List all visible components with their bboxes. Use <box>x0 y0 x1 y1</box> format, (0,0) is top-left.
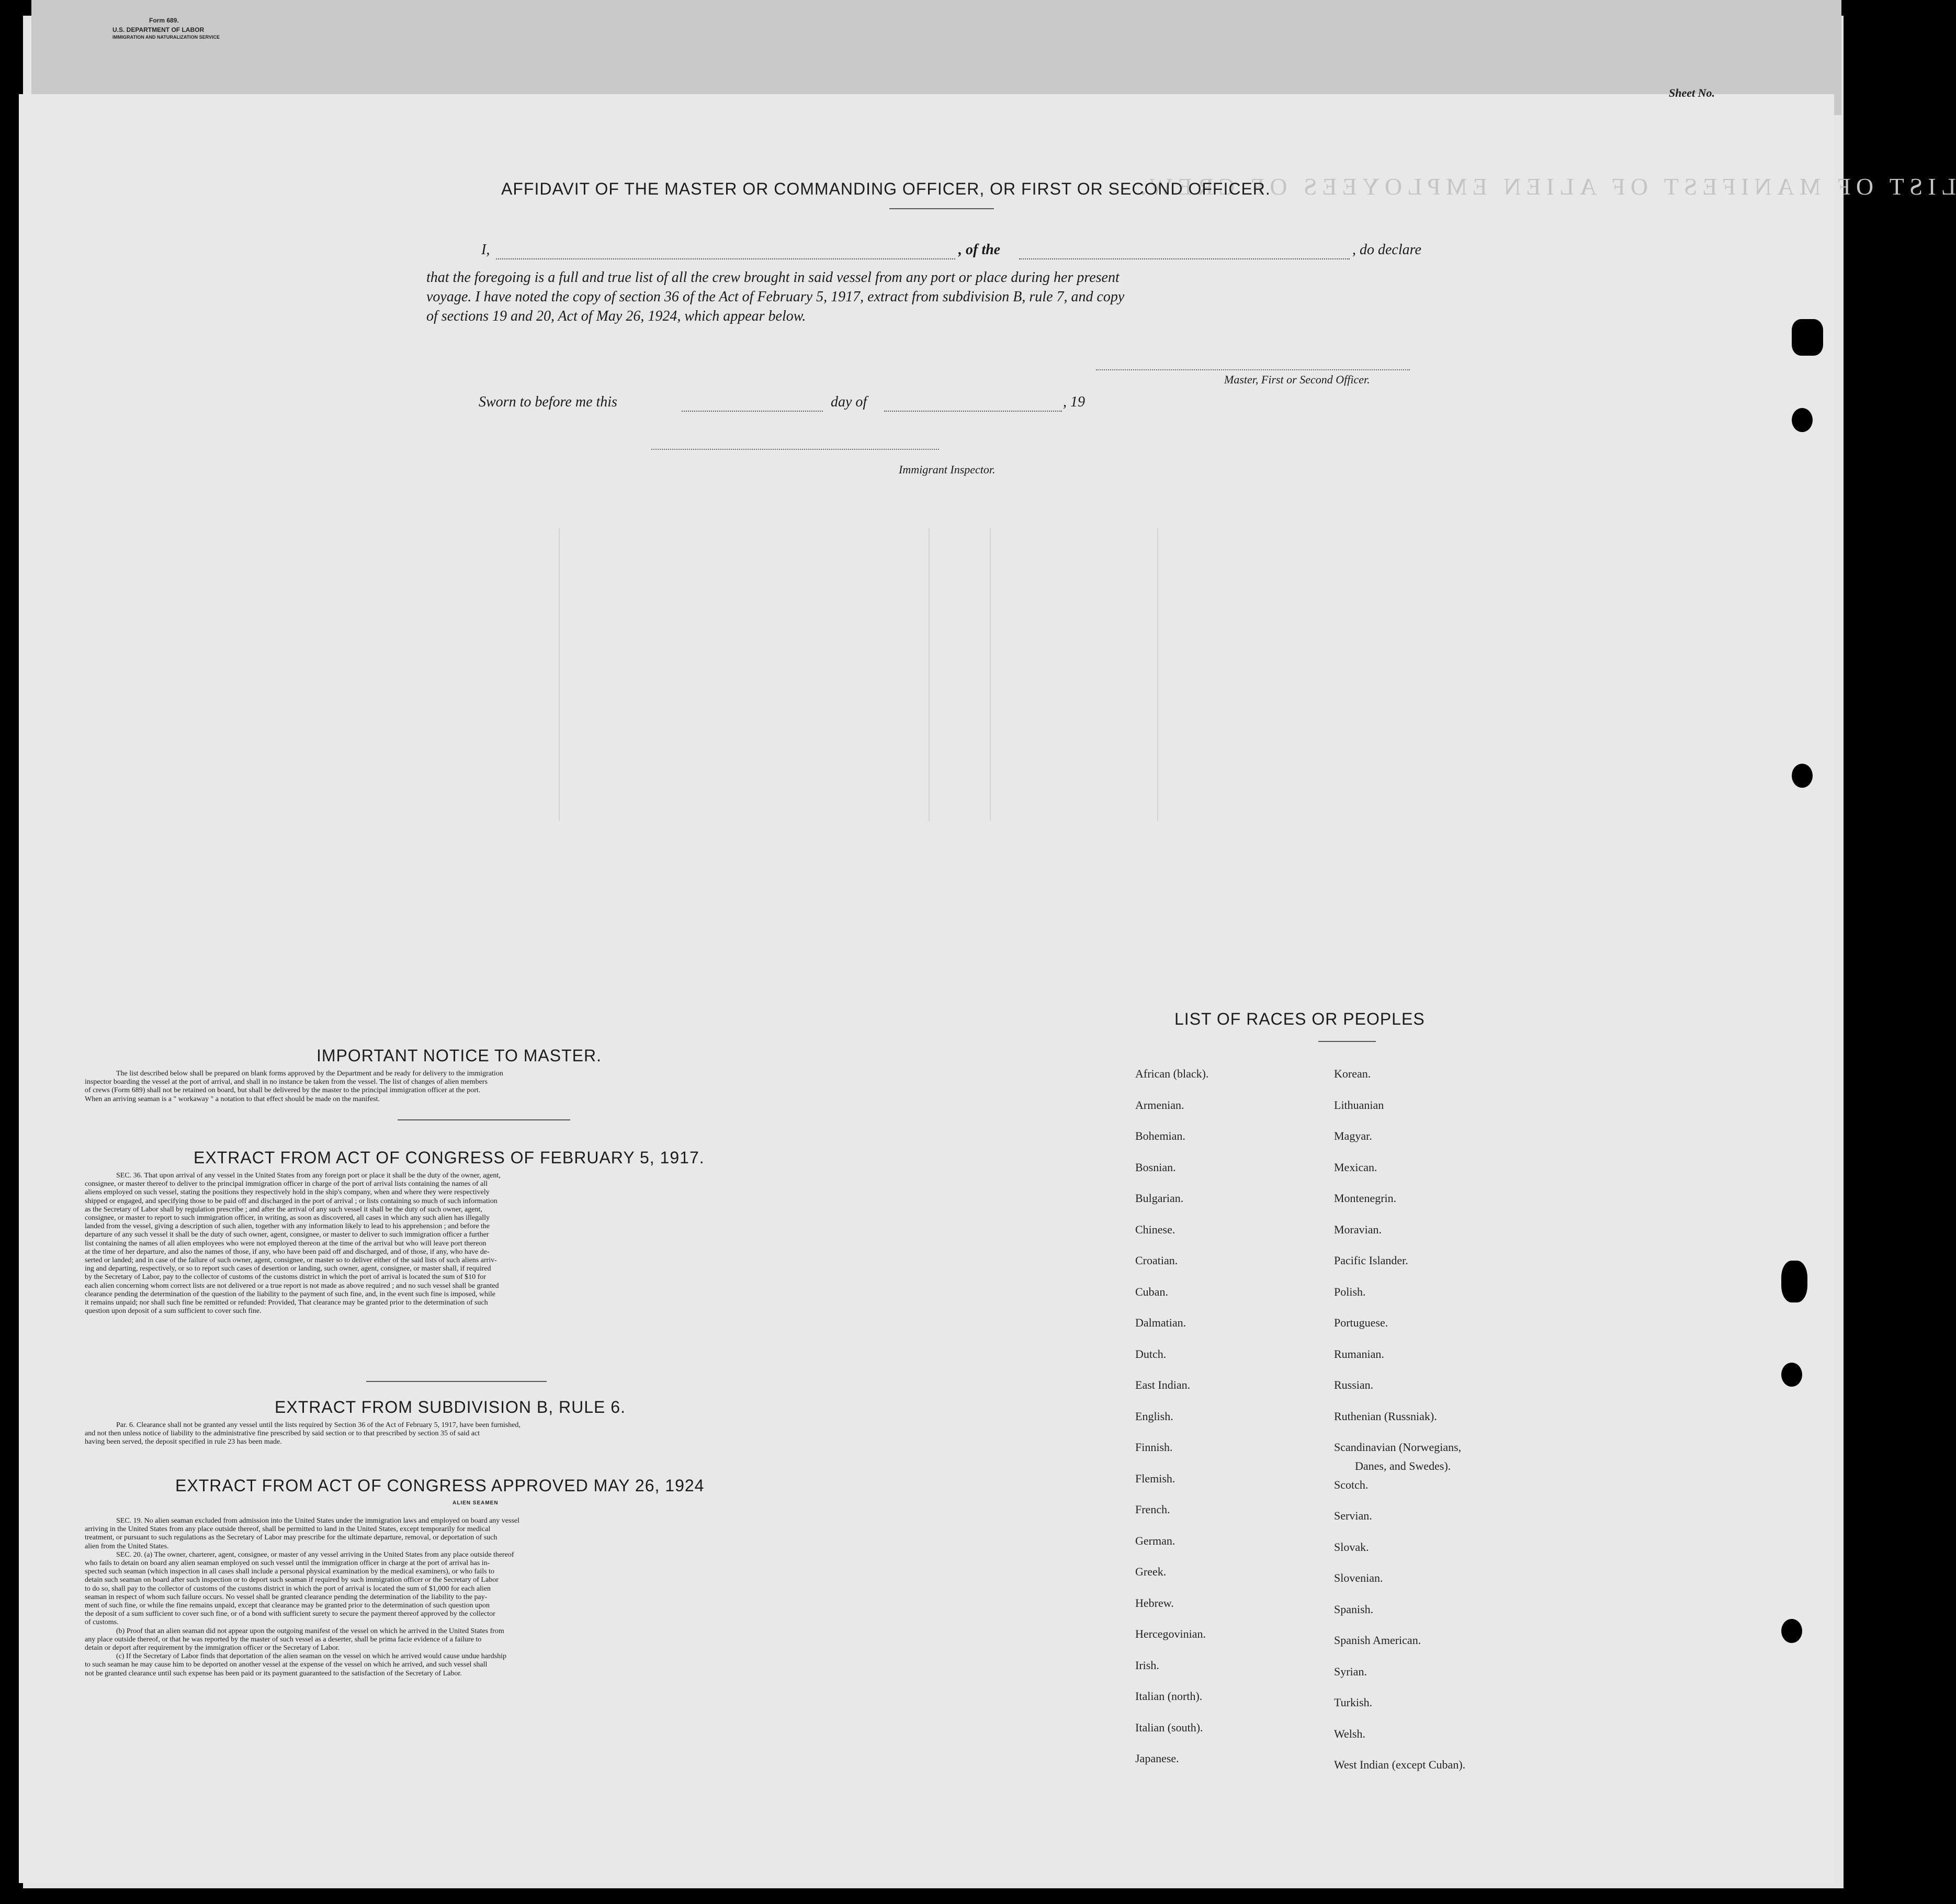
extract-1924-line: spected such seaman (which inspection in all cases shall include a personal physical examination by the medical examiners), or who fails to <box>85 1568 494 1576</box>
race-entry: Spanish. <box>1334 1602 1374 1616</box>
master-signature-line[interactable] <box>1096 369 1410 370</box>
race-entry: German. <box>1135 1534 1175 1547</box>
sworn-month-field[interactable] <box>884 411 1062 412</box>
department-name: U.S. DEPARTMENT OF LABOR <box>112 26 205 33</box>
races-title: LIST OF RACES OR PEOPLES <box>1174 1010 1425 1028</box>
bleed-rule <box>990 528 991 821</box>
race-entry: Slovenian. <box>1334 1571 1383 1584</box>
section-divider <box>398 1119 570 1120</box>
race-entry: Welsh. <box>1334 1727 1365 1740</box>
race-entry: Flemish. <box>1135 1471 1175 1485</box>
race-entry: Croatian. <box>1135 1254 1178 1267</box>
extract-1917-line: ing and departing, respectively, or so to report such cases of desertion or landing, such owner, agent, consignee, or master shall, if required <box>85 1265 491 1273</box>
notice-line: The list described below shall be prepared on blank forms approved by the Department and be ready for delivery to the immigration <box>116 1070 503 1078</box>
race-entry: Lithuanian <box>1334 1098 1384 1112</box>
notice-line: inspector boarding the vessel at the port of arrival, and shall in no instance be taken from the vessel. The list of changes of alien members <box>85 1078 488 1086</box>
inspector-caption: Immigrant Inspector. <box>899 463 996 476</box>
race-entry: East Indian. <box>1135 1378 1191 1391</box>
extract-1924-line: (c) If the Secretary of Labor finds that deportation of the alien seaman on the vessel on which he arrived would cause undue hardship <box>116 1652 507 1661</box>
race-entry: Bulgarian. <box>1135 1192 1184 1205</box>
extract-1917-line: landed from the vessel, giving a description of such alien, together with any information likely to lead to his apprehension ; and before the <box>85 1222 490 1231</box>
extract-1924-title: EXTRACT FROM ACT OF CONGRESS APPROVED MAY 26, 1924 <box>175 1476 705 1495</box>
form-number: Form 689. <box>149 17 179 24</box>
rule6-line: Par. 6. Clearance shall not be granted any vessel until the lists required by Section 36 of the Act of February 5, 1917, have been furnished, <box>116 1421 521 1429</box>
race-entry: Italian (north). <box>1135 1690 1203 1703</box>
affidavit-statement <box>426 268 1446 326</box>
race-entry: African (black). <box>1135 1067 1209 1080</box>
binder-hole <box>1792 408 1813 432</box>
extract-1917-title: EXTRACT FROM ACT OF CONGRESS OF FEBRUARY 5, 1917. <box>194 1148 705 1167</box>
race-entry: Hercegovinian. <box>1135 1627 1206 1640</box>
extract-1917-line: consignee, or master to report to such immigration officer, in writing, as soon as discovered, all cases in which any such alien has illegally <box>85 1214 490 1222</box>
extract-1917-line: clearance pending the determination of the question of the liability to the payment of such fine, and, in the event such fine is imposed, while <box>85 1290 495 1298</box>
extract-1924-line: (b) Proof that an alien seaman did not appear upon the outgoing manifest of the vessel on which he arrived in the United States from <box>116 1627 504 1635</box>
extract-1917-line: shipped or engaged, and specifying those to be paid off and discharged in the port of arrival ; or lists containing so much of such information <box>85 1197 498 1205</box>
extract-1924-line: to such seaman he may cause him to be deported on another vessel at the expense of the vessel on which he arrived, and such vessel shall <box>85 1661 488 1669</box>
extract-1924-line: SEC. 19. No alien seaman excluded from admission into the United States under the immigration laws and employed on board any vessel <box>116 1517 520 1525</box>
bleed-rule <box>929 528 930 821</box>
extract-1924-line: treatment, or pursuant to such regulations as the Secretary of Labor may prescribe for the ultimate departure, removal, or deportation of such <box>85 1534 498 1542</box>
service-name: IMMIGRATION AND NATURALIZATION SERVICE <box>112 35 220 40</box>
extract-1917-line: as the Secretary of Labor shall by regulation prescribe ; and after the arrival of any such vessel it shall be the duty of such owner, agent, <box>85 1205 482 1214</box>
binder-hole <box>1781 1363 1802 1387</box>
race-entry: Servian. <box>1334 1509 1372 1522</box>
race-entry: Scandinavian (Norwegians, <box>1334 1441 1462 1454</box>
section-divider <box>366 1381 547 1382</box>
race-entry: Cuban. <box>1135 1285 1168 1298</box>
rule6-line: and not then unless notice of liability to the administrative fine prescribed by said section or to that prescribed by section 35 of said act <box>85 1430 480 1438</box>
extract-1917-line: departure of any such vessel it shall be the duty of such owner, agent, consignee, or master to deliver to such immigration officer a further <box>85 1231 489 1239</box>
affidavit-line-2: that the foregoing is a full and true list of all the crew brought in said vessel from any port or place during her present <box>426 269 1120 286</box>
extract-1924-line: any place outside thereof, or that he was reported by the master of such vessel as a deserter, shall be prima facie evidence of a failure to <box>85 1635 482 1644</box>
extract-1917-line: it remains unpaid; nor shall such fine be remitted or refunded: Provided, That clearance may be granted prior to the determination of such <box>85 1299 488 1307</box>
extract-1917-line: consignee, or master thereof to deliver to the principal immigration officer in charge of the port of arrival lists containing the names of all <box>85 1180 488 1188</box>
extract-1924-line: seaman in respect of whom such failure occurs. No vessel shall be granted clearance pending the determination of the liability to the pay- <box>85 1593 488 1601</box>
extract-1924-line: SEC. 20. (a) The owner, charterer, agent, consignee, or master of any vessel arriving in the United States from any place outside thereof <box>116 1550 514 1559</box>
race-entry: Chinese. <box>1135 1222 1175 1236</box>
race-entry: Polish. <box>1334 1285 1366 1298</box>
rule6-body <box>85 1421 880 1447</box>
race-entry: Finnish. <box>1135 1441 1173 1454</box>
year-label: , 19 <box>1063 394 1085 410</box>
notice-line: When an arriving seaman is a " workaway " a notation to that effect should be made on the manifest. <box>85 1095 380 1103</box>
race-entry: Bosnian. <box>1135 1160 1176 1174</box>
race-entry: Pacific Islander. <box>1334 1254 1408 1267</box>
affidavit-declare-label: , do declare <box>1352 242 1421 258</box>
extract-1917-line: serted or landed; and in case of the failure of such owner, agent, consignee, or master so to deliver either of the said lists of such aliens arriv- <box>85 1256 497 1265</box>
extract-1924-line: not be granted clearance until such expense has been paid or its payment guaranteed to the satisfaction of the Secretary of Labor. <box>85 1669 462 1678</box>
notice-body <box>85 1070 880 1104</box>
affidavit-title: AFFIDAVIT OF THE MASTER OR COMMANDING OFFICER, OR FIRST OR SECOND OFFICER. <box>501 179 1271 198</box>
race-entry: Rumanian. <box>1334 1347 1384 1361</box>
race-entry: Portuguese. <box>1334 1316 1388 1329</box>
affidavit-line-4: of sections 19 and 20, Act of May 26, 1924, which appear below. <box>426 308 806 324</box>
sworn-label: Sworn to before me this <box>479 394 617 410</box>
race-entry: Bohemian. <box>1135 1129 1185 1142</box>
extract-1924-line: arriving in the United States from any place outside thereof, shall be permitted to land in the United States, except temporarily for medical <box>85 1525 491 1534</box>
race-entry: Irish. <box>1135 1658 1159 1672</box>
extract-1924-line: of customs. <box>85 1618 119 1627</box>
race-entry: Hebrew. <box>1135 1596 1174 1610</box>
master-signature-caption: Master, First or Second Officer. <box>1224 373 1370 386</box>
race-entry: Scotch. <box>1334 1478 1369 1491</box>
notice-title: IMPORTANT NOTICE TO MASTER. <box>316 1046 602 1065</box>
extract-1924-line: who fails to detain on board any alien seaman employed on such vessel until the immigration officer in charge at the port of arrival has in- <box>85 1559 490 1568</box>
extract-1924-line: detain or deport after requirement by the immigration officer or the Secretary of Labor. <box>85 1644 340 1652</box>
binder-hole <box>1781 1261 1807 1302</box>
extract-1924-line: detain such seaman on board after such inspection or to deport such seaman if required by such immigration officer or the Secretary of Labor <box>85 1576 499 1584</box>
rule6-title: EXTRACT FROM SUBDIVISION B, RULE 6. <box>275 1398 626 1416</box>
race-entry: Montenegrin. <box>1334 1192 1397 1205</box>
extract-1917-line: by the Secretary of Labor, pay to the collector of customs of the customs district in which the port of arrival is located the sum of $10 for <box>85 1273 486 1282</box>
binder-hole <box>1792 764 1813 788</box>
affidavit-line-3: voyage. I have noted the copy of section 36 of the Act of February 5, 1917, extract from subdivision B, rule 7, and copy <box>426 289 1125 305</box>
race-entry: Moravian. <box>1334 1222 1382 1236</box>
race-entry: Greek. <box>1135 1565 1167 1578</box>
vessel-name-field[interactable] <box>1019 258 1350 259</box>
race-entry: Spanish American. <box>1334 1634 1421 1647</box>
extract-1917-line: SEC. 36. That upon arrival of any vessel in the United States from any foreign port or place it shall be the duty of the owner, agent, <box>116 1172 501 1180</box>
sheet-number-label: Sheet No. <box>1669 86 1715 99</box>
race-entry: Turkish. <box>1334 1696 1373 1709</box>
extract-1917-line: list containing the names of all alien employees who were not employed thereon at the time of the arrival but who will leave port thereon <box>85 1239 487 1248</box>
races-title-rule <box>1318 1041 1376 1042</box>
extract-1924-body <box>85 1517 880 1678</box>
rule6-line: having been served, the deposit specified in rule 23 has been made. <box>85 1438 282 1446</box>
binder-hole <box>1781 1619 1802 1643</box>
race-entry: Armenian. <box>1135 1098 1184 1112</box>
race-entry: Dalmatian. <box>1135 1316 1186 1329</box>
race-entry: Italian (south). <box>1135 1720 1203 1734</box>
alien-seamen-subtitle: ALIEN SEAMEN <box>453 1500 499 1506</box>
affidavit-i-label: I, <box>481 242 490 258</box>
extract-1917-line: aliens employed on such vessel, stating the positions they respectively hold in the ship's company, when and where they were respectively <box>85 1188 490 1197</box>
affidavit-of-the-label: , of the <box>958 242 1001 258</box>
race-entry: Ruthenian (Russniak). <box>1334 1409 1437 1423</box>
race-entry: West Indian (except Cuban). <box>1334 1758 1466 1771</box>
race-entry: Mexican. <box>1334 1160 1377 1174</box>
extract-1917-body <box>85 1172 880 1316</box>
race-entry: English. <box>1135 1409 1173 1423</box>
extract-1924-line: the deposit of a sum sufficient to cover such fine, or of a bond with sufficient surety to secure the payment thereof approved by the collector <box>85 1610 495 1618</box>
day-of-label: day of <box>831 394 867 410</box>
extract-1917-line: question upon deposit of a sum sufficient to cover such fine. <box>85 1307 262 1316</box>
race-entry: Magyar. <box>1334 1129 1372 1142</box>
binder-hole <box>1792 319 1823 356</box>
extract-1924-line: ment of such fine, or while the fine remains unpaid, except that clearance may be granted prior to the determination of such question upon <box>85 1602 490 1610</box>
master-name-field[interactable] <box>496 258 955 259</box>
extract-1917-line: at the time of her departure, and also the names of those, if any, who have been paid off and discharged, and of those, if any, who have de- <box>85 1248 490 1256</box>
race-entry: Japanese. <box>1135 1752 1179 1765</box>
inspector-signature-line[interactable] <box>651 449 939 450</box>
bleed-through-title: LIST OF MANIFEST OF ALIEN EMPLOYEES OF CREW. <box>1135 173 1956 200</box>
race-entry: Syrian. <box>1334 1664 1367 1678</box>
race-entry: Russian. <box>1334 1378 1374 1391</box>
race-entry: French. <box>1135 1503 1170 1516</box>
extract-1917-line: each alien concerning whom correct lists are not delivered or a true report is not made as above required ; and no such vessel shall be granted <box>85 1282 499 1290</box>
affidavit-title-rule <box>889 208 994 209</box>
race-entry: Dutch. <box>1135 1347 1167 1361</box>
sworn-day-field[interactable] <box>682 411 823 412</box>
extract-1924-line: to do so, shall pay to the collector of customs of the customs district in which the port of arrival is located the sum of $1,000 for each alien <box>85 1584 491 1593</box>
race-entry: Slovak. <box>1334 1540 1369 1554</box>
bleed-rule <box>1157 528 1158 821</box>
race-entry: Korean. <box>1334 1067 1371 1080</box>
notice-line: of crews (Form 689) shall not be retained on board, but shall be delivered by the master to the principal immigration officer at the port. <box>85 1086 481 1095</box>
extract-1924-line: alien from the United States. <box>85 1542 169 1550</box>
bleed-rule <box>559 528 560 821</box>
race-entry-continuation: Danes, and Swedes). <box>1355 1459 1451 1472</box>
